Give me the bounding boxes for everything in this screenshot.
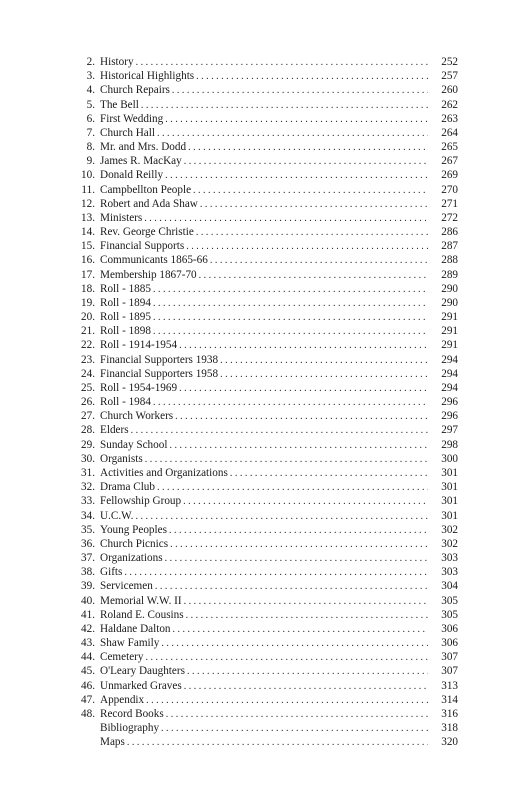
dot-leader	[210, 254, 428, 268]
toc-entry-page-number: 314	[441, 693, 458, 706]
toc-entry-number: 20.	[81, 311, 95, 324]
toc-entry-title: Roll - 1914-1954	[100, 339, 178, 352]
dot-leader	[186, 609, 428, 623]
toc-entry-number: 44.	[81, 651, 95, 664]
toc-entry-title: Donald Reilly	[100, 169, 164, 182]
toc-entry	[72, 594, 458, 608]
toc-entry	[72, 55, 458, 69]
toc-entry-number: 22.	[81, 339, 95, 352]
dot-leader	[153, 396, 428, 410]
toc-entry-title: Cemetery	[100, 651, 144, 664]
dot-leader	[153, 283, 428, 297]
toc-entry-number: 34.	[81, 509, 95, 522]
toc-entry	[72, 239, 458, 253]
toc-entry-page-number: 272	[441, 211, 458, 224]
toc-entry	[72, 126, 458, 140]
toc-entry-page-number: 297	[441, 424, 458, 437]
toc-entry-number: 4.	[86, 84, 95, 97]
toc-entry-page-number: 302	[441, 523, 458, 536]
dot-leader	[157, 127, 428, 141]
toc-entry-title: Roll - 1885	[100, 282, 151, 295]
toc-entry-number: 3.	[86, 70, 95, 83]
toc-entry-number: 14.	[81, 226, 95, 239]
toc-entry-page-number: 290	[441, 296, 458, 309]
toc-entry	[72, 367, 458, 381]
toc-entry-number: 46.	[81, 679, 95, 692]
toc-entry-number: 5.	[86, 98, 95, 111]
dot-leader	[220, 368, 428, 382]
toc-entry-page-number: 305	[441, 594, 458, 607]
dot-leader	[153, 311, 428, 325]
toc-entry	[72, 707, 458, 721]
toc-entry	[72, 409, 458, 423]
dot-leader	[199, 269, 428, 283]
toc-entry	[72, 296, 458, 310]
dot-leader	[220, 354, 428, 368]
toc-entry-title: Roll - 1898	[100, 325, 151, 338]
toc-entry-page-number: 306	[441, 622, 458, 635]
toc-entry-page-number: 267	[441, 155, 458, 168]
toc-entry	[72, 183, 458, 197]
toc-entry-number: 26.	[81, 396, 95, 409]
toc-entry-title: Elders	[100, 424, 129, 437]
toc-entry	[72, 636, 458, 650]
dot-leader	[166, 708, 428, 722]
toc-entry-title: U.C.W.	[100, 509, 134, 522]
toc-entry-number: 41.	[81, 608, 95, 621]
toc-entry-number: 6.	[86, 112, 95, 125]
toc-entry-page-number: 260	[441, 84, 458, 97]
toc-entry	[72, 69, 458, 83]
dot-leader	[193, 184, 428, 198]
dot-leader	[155, 580, 428, 594]
toc-entry-page-number: 300	[441, 452, 458, 465]
dot-leader	[169, 524, 428, 538]
toc-entry	[72, 253, 458, 267]
toc-entry-title: Historical Highlights	[100, 70, 195, 83]
toc-entry-number: 39.	[81, 580, 95, 593]
toc-entry	[72, 98, 458, 112]
toc-entry-title: Mr. and Mrs. Dodd	[100, 141, 187, 154]
toc-entry-page-number: 271	[441, 197, 458, 210]
toc-entry-number: 42.	[81, 622, 95, 635]
toc-entry	[72, 353, 458, 367]
dot-leader	[179, 382, 428, 396]
dot-leader	[184, 680, 428, 694]
dot-leader	[161, 637, 428, 651]
dot-leader	[230, 467, 428, 481]
toc-entry	[72, 551, 458, 565]
toc-entry-number: 23.	[81, 353, 95, 366]
toc-entry-title: Ministers	[100, 211, 143, 224]
toc-entry-number: 8.	[86, 141, 95, 154]
toc-entry-page-number: 305	[441, 608, 458, 621]
toc-entry-number: 48.	[81, 707, 95, 720]
toc-entry-number: 15.	[81, 240, 95, 253]
toc-entry	[72, 480, 458, 494]
dot-leader	[124, 566, 428, 580]
toc-entry-title: Church Repairs	[100, 84, 170, 97]
dot-leader	[165, 169, 428, 183]
toc-entry-number: 31.	[81, 466, 95, 479]
dot-leader	[153, 297, 428, 311]
toc-entry-number: 25.	[81, 381, 95, 394]
toc-entry-title: First Wedding	[100, 112, 164, 125]
toc-entry-page-number: 296	[441, 410, 458, 423]
toc-entry-page-number: 263	[441, 112, 458, 125]
toc-entry	[72, 268, 458, 282]
dot-leader	[161, 722, 428, 736]
toc-entry-page-number: 264	[441, 126, 458, 139]
toc-entry-title: The Bell	[100, 98, 139, 111]
toc-entry-title: Financial Supporters 1938	[100, 353, 219, 366]
toc-entry-page-number: 262	[441, 98, 458, 111]
toc-entry-number: 18.	[81, 282, 95, 295]
toc-entry-title: Roll - 1984	[100, 396, 151, 409]
toc-entry-number: 45.	[81, 665, 95, 678]
toc-entry-title: Activities and Organizations	[100, 466, 228, 479]
toc-entry	[72, 721, 458, 735]
toc-entry-title: Bibliography	[100, 722, 160, 735]
dot-leader	[135, 510, 428, 524]
toc-entry-page-number: 316	[441, 707, 458, 720]
toc-entry-number: 29.	[81, 438, 95, 451]
toc-entry-number: 35.	[81, 523, 95, 536]
dot-leader	[136, 56, 428, 70]
toc-entry-page-number: 286	[441, 226, 458, 239]
dot-leader	[188, 141, 428, 155]
toc-entry	[72, 282, 458, 296]
dot-leader	[187, 665, 428, 679]
dot-leader	[184, 595, 428, 609]
dot-leader	[170, 538, 428, 552]
toc-entry-page-number: 296	[441, 396, 458, 409]
toc-entry-page-number: 313	[441, 679, 458, 692]
toc-entry-number: 33.	[81, 495, 95, 508]
toc-entry-title: Shaw Family	[100, 637, 160, 650]
toc-entry-page-number: 298	[441, 438, 458, 451]
toc-entry-number: 38.	[81, 566, 95, 579]
toc-entry-title: Rev. George Christie	[100, 226, 194, 239]
toc-entry	[72, 494, 458, 508]
toc-entry-page-number: 289	[441, 268, 458, 281]
toc-entry-title: Robert and Ada Shaw	[100, 197, 198, 210]
toc-entry	[72, 679, 458, 693]
toc-entry-title: Roll - 1954-1969	[100, 381, 178, 394]
toc-entry	[72, 423, 458, 437]
dot-leader	[172, 84, 428, 98]
toc-entry	[72, 650, 458, 664]
toc-entry-number: 11.	[81, 183, 95, 196]
toc-entry	[72, 140, 458, 154]
toc-entry-title: Haldane Dalton	[100, 622, 171, 635]
dot-leader	[141, 99, 428, 113]
toc-entry-page-number: 270	[441, 183, 458, 196]
dot-leader	[196, 70, 428, 84]
toc-entry-number: 47.	[81, 693, 95, 706]
toc-entry	[72, 735, 458, 749]
toc-entry-title: Organizations	[100, 552, 163, 565]
toc-entry-page-number: 294	[441, 367, 458, 380]
toc-entry-title: Young Peoples	[100, 523, 167, 536]
toc-entry	[72, 466, 458, 480]
toc-entry-page-number: 269	[441, 169, 458, 182]
toc-entry-title: Financial Supporters 1958	[100, 367, 219, 380]
toc-entry-page-number: 320	[441, 736, 458, 749]
toc-entry	[72, 395, 458, 409]
dot-leader	[169, 439, 428, 453]
dot-leader	[153, 325, 428, 339]
toc-entry	[72, 622, 458, 636]
toc-entry-page-number: 290	[441, 282, 458, 295]
toc-entry-title: Unmarked Graves	[100, 679, 182, 692]
toc-entry	[72, 324, 458, 338]
toc-entry-title: Servicemen	[100, 580, 153, 593]
dot-leader	[173, 623, 428, 637]
toc-entry-page-number: 303	[441, 552, 458, 565]
toc-entry-title: Record Books	[100, 707, 164, 720]
dot-leader	[183, 495, 428, 509]
toc-entry-title: Organists	[100, 452, 143, 465]
toc-entry-number: 16.	[81, 254, 95, 267]
toc-entry-title: Fellowship Group	[100, 495, 182, 508]
toc-entry	[72, 381, 458, 395]
toc-entry-number: 7.	[86, 126, 95, 139]
toc-entry	[72, 112, 458, 126]
toc-entry	[72, 438, 458, 452]
toc-entry-page-number: 318	[441, 722, 458, 735]
toc-entry-page-number: 301	[441, 466, 458, 479]
dot-leader	[186, 240, 428, 254]
toc-entry-number: 36.	[81, 537, 95, 550]
toc-entry-number: 21.	[81, 325, 95, 338]
dot-leader	[131, 424, 428, 438]
toc-entry-page-number: 287	[441, 240, 458, 253]
toc-entry-page-number: 294	[441, 353, 458, 366]
toc-entry-title: Roll - 1895	[100, 311, 151, 324]
toc-entry	[72, 537, 458, 551]
toc-entry-title: Roll - 1894	[100, 296, 151, 309]
dot-leader	[144, 212, 428, 226]
toc-entry	[72, 664, 458, 678]
toc-entry-page-number: 301	[441, 495, 458, 508]
toc-entry-page-number: 302	[441, 537, 458, 550]
toc-entry	[72, 693, 458, 707]
toc-entry-number: 19.	[81, 296, 95, 309]
toc-entry-title: Communicants 1865-66	[100, 254, 208, 267]
toc-entry-number: 2.	[86, 56, 95, 68]
dot-leader	[165, 113, 428, 127]
dot-leader	[196, 226, 428, 240]
toc-entry	[72, 83, 458, 97]
toc-entry-number: 37.	[81, 552, 95, 565]
toc-entry-number: 28.	[81, 424, 95, 437]
toc-entry-title: History	[100, 56, 134, 68]
toc-entry-number: 40.	[81, 594, 95, 607]
toc-entry-title: Church Workers	[100, 410, 174, 423]
toc-entry-number: 12.	[81, 197, 95, 210]
dot-leader	[200, 198, 428, 212]
toc-entry-page-number: 301	[441, 481, 458, 494]
dot-leader	[157, 481, 428, 495]
toc-entry-title: Drama Club	[100, 481, 155, 494]
toc-entry	[72, 168, 458, 182]
toc-entry	[72, 579, 458, 593]
toc-entry	[72, 523, 458, 537]
toc-entry-page-number: 257	[441, 70, 458, 83]
toc-entry-title: Maps	[100, 736, 125, 749]
dot-leader	[145, 453, 428, 467]
toc-entry-number: 32.	[81, 481, 95, 494]
toc-entry	[72, 197, 458, 211]
toc-entry	[72, 608, 458, 622]
table-of-contents	[72, 55, 458, 749]
toc-entry-number: 13.	[81, 211, 95, 224]
toc-entry-number: 9.	[86, 155, 95, 168]
toc-entry-title: Roland E. Cousins	[100, 608, 184, 621]
toc-entry-title: Memorial W.W. II	[100, 594, 182, 607]
toc-entry-page-number: 265	[441, 141, 458, 154]
toc-entry-page-number: 307	[441, 651, 458, 664]
toc-entry	[72, 338, 458, 352]
toc-entry-page-number: 291	[441, 311, 458, 324]
toc-entry-title: James R. MacKay	[100, 155, 182, 168]
toc-entry-title: Church Picnics	[100, 537, 169, 550]
toc-entry-number: 27.	[81, 410, 95, 423]
dot-leader	[175, 410, 428, 424]
toc-entry-page-number: 291	[441, 339, 458, 352]
toc-entry-number: 24.	[81, 367, 95, 380]
dot-leader	[146, 651, 429, 665]
toc-entry	[72, 154, 458, 168]
toc-entry-title: Appendix	[100, 693, 145, 706]
toc-entry	[72, 509, 458, 523]
toc-entry-number: 10.	[81, 169, 95, 182]
toc-entry	[72, 565, 458, 579]
toc-entry-page-number: 294	[441, 381, 458, 394]
dot-leader	[146, 694, 428, 708]
toc-entry-page-number: 252	[441, 56, 458, 68]
toc-entry-page-number: 303	[441, 566, 458, 579]
toc-entry-title: Gifts	[100, 566, 123, 579]
dot-leader	[184, 155, 428, 169]
toc-entry	[72, 452, 458, 466]
toc-entry	[72, 310, 458, 324]
dot-leader	[127, 736, 428, 750]
toc-entry-title: Campbellton People	[100, 183, 192, 196]
toc-entry-number: 17.	[81, 268, 95, 281]
toc-entry-page-number: 291	[441, 325, 458, 338]
toc-entry-title: Financial Supports	[100, 240, 185, 253]
toc-entry-page-number: 301	[441, 509, 458, 522]
toc-entry-page-number: 288	[441, 254, 458, 267]
dot-leader	[179, 339, 428, 353]
toc-entry-page-number: 306	[441, 637, 458, 650]
toc-entry-title: O'Leary Daughters	[100, 665, 185, 678]
toc-entry-number: 43.	[81, 637, 95, 650]
toc-entry-number: 30.	[81, 452, 95, 465]
toc-entry-page-number: 304	[441, 580, 458, 593]
toc-entry	[72, 211, 458, 225]
toc-entry-page-number: 307	[441, 665, 458, 678]
toc-entry-title: Sunday School	[100, 438, 168, 451]
toc-entry-title: Church Hall	[100, 126, 155, 139]
dot-leader	[165, 552, 428, 566]
toc-entry	[72, 225, 458, 239]
toc-entry-title: Membership 1867-70	[100, 268, 197, 281]
